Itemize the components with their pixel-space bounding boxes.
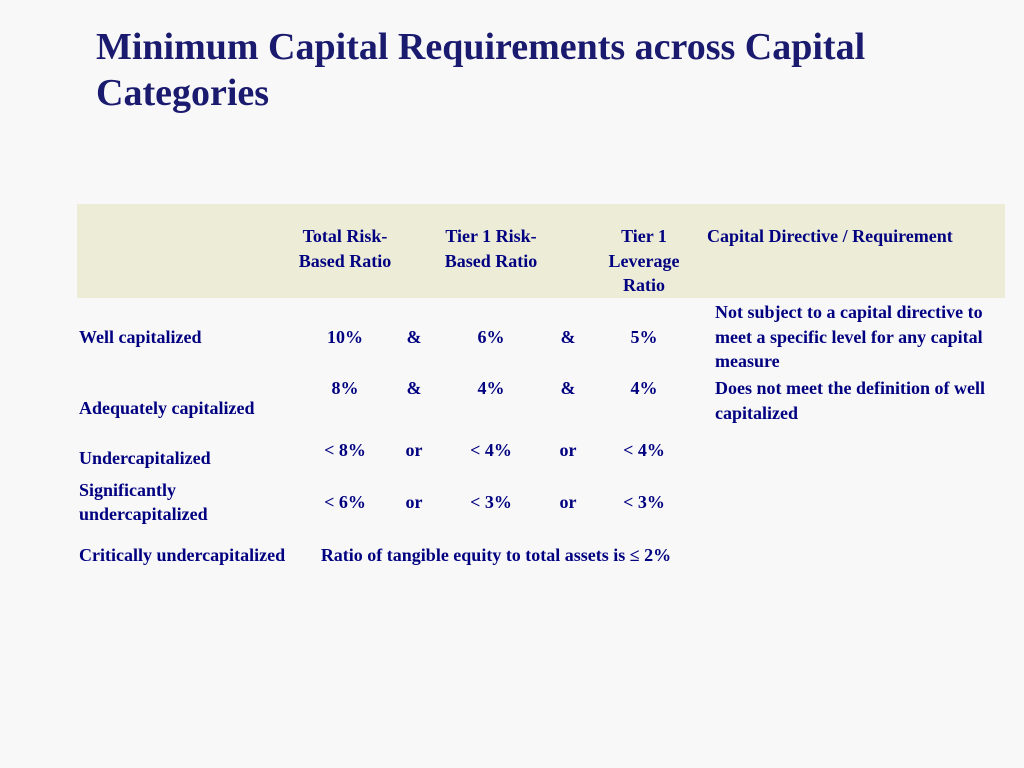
header-tier1-risk-based-ratio: Tier 1 Risk-Based Ratio xyxy=(444,226,538,271)
connector: or xyxy=(559,491,577,512)
connector: & xyxy=(406,326,422,347)
connector: & xyxy=(406,378,422,398)
table-row xyxy=(77,474,1005,530)
row-category: Undercapitalized xyxy=(79,447,211,468)
table-row xyxy=(77,426,1005,474)
critical-ratio-text: Ratio of tangible equity to total assets is ≤ 2% xyxy=(320,544,672,565)
connector: & xyxy=(560,378,576,398)
row-category: Well capitalized xyxy=(79,326,202,347)
total-risk-value: < 6% xyxy=(324,491,366,512)
connector: or xyxy=(405,439,423,460)
header-category xyxy=(77,204,291,298)
directive-text: Not subject to a capital directive to meet a specific level for any capital measure xyxy=(715,302,983,372)
table-row xyxy=(77,298,1005,376)
tier1-leverage-value: 5% xyxy=(630,326,658,347)
table-row xyxy=(77,530,1005,580)
directive-text xyxy=(705,426,1005,474)
directive-text: Does not meet the definition of well capitalized xyxy=(715,378,985,423)
tier1-risk-value: 4% xyxy=(477,378,505,398)
row-category: Significantly undercapitalized xyxy=(79,479,208,524)
table-row xyxy=(77,376,1005,426)
header-total-risk-based-ratio: Total Risk-Based Ratio xyxy=(298,226,392,271)
tier1-leverage-value: 4% xyxy=(630,378,658,398)
tier1-leverage-value: < 4% xyxy=(623,439,665,460)
header-capital-directive: Capital Directive / Requirement xyxy=(707,226,953,246)
row-category: Critically undercapitalized xyxy=(79,544,286,565)
tier1-risk-value: < 3% xyxy=(470,491,512,512)
directive-text xyxy=(705,474,1005,530)
capital-requirements-table xyxy=(77,204,1005,580)
connector: or xyxy=(405,491,423,512)
total-risk-value: < 8% xyxy=(324,439,366,460)
table-header-row xyxy=(77,204,1005,298)
connector: or xyxy=(559,439,577,460)
tier1-risk-value: < 4% xyxy=(470,439,512,460)
row-category: Adequately capitalized xyxy=(79,397,255,418)
connector: & xyxy=(560,326,576,347)
header-tier1-leverage-ratio: Tier 1 Leverage Ratio xyxy=(608,226,680,295)
total-risk-value: 8% xyxy=(331,378,359,398)
slide-title: Minimum Capital Requirements across Capital Categories xyxy=(96,26,866,114)
total-risk-value: 10% xyxy=(327,326,363,347)
tier1-risk-value: 6% xyxy=(477,326,505,347)
tier1-leverage-value: < 3% xyxy=(623,491,665,512)
